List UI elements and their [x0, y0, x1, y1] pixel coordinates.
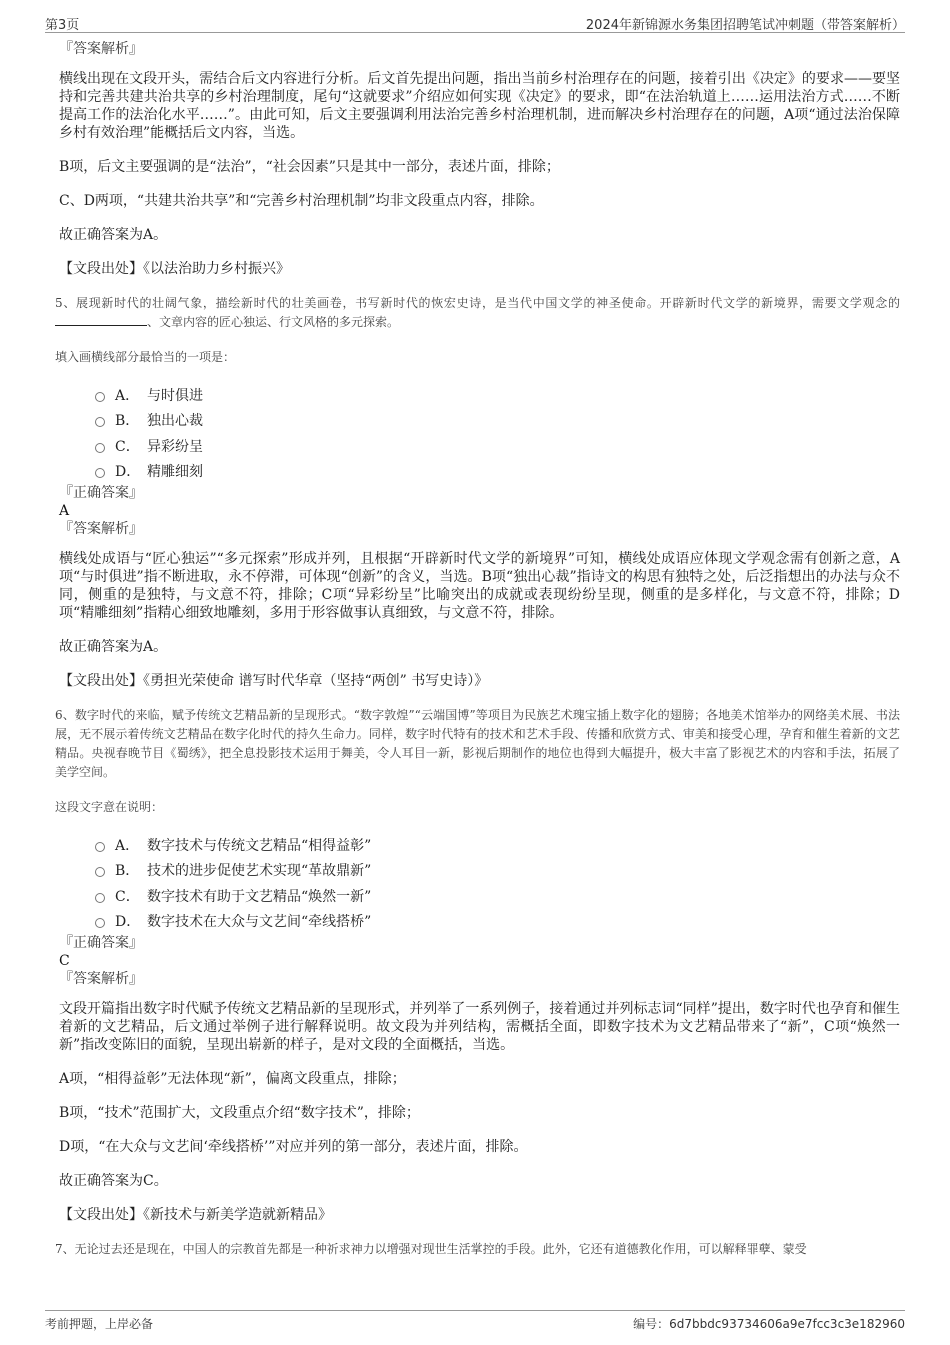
- analysis-paragraph: 横线出现在文段开头，需结合后文内容进行分析。后文首先提出问题，指出当前乡村治理存在的问题，接着引出《决定》的要求——要坚持和完善共建共治共享的乡村治理制度，尾句“这就要求”介绍应如何实现《决定》的要求，即“在法治轨道上……运用法治方式……不断提高工作的法治化水平……”。由此可知，后文主要强调利用法治完善乡村治理机制，进而解决乡村治理存在的问题，A项“通过法治保障乡村有效治理”能概括后文内容，当选。: [59, 71, 900, 141]
- page-header: [45, 10, 905, 33]
- question-5-text: 5、展现新时代的壮阔气象，描绘新时代的壮美画卷，书写新时代的恢宏史诗，是当代中国文学的神圣使命。开辟新时代文学的新境界，需要文学观念的、文章内容的匠心独运、行文风格的多元探索。: [55, 296, 900, 329]
- document-id: 编号：6d7bbdc93734606a9e7fcc3c3e182960: [633, 1317, 905, 1331]
- option-c[interactable]: C． 异彩纷呈: [95, 433, 900, 459]
- analysis-paragraph: 文段开篇指出数字时代赋予传统文艺精品新的呈现形式，并列举了一系列例子，接着通过并列标志词“同样”提出，数字时代也孕育和催生着新的文艺精品，后文通过举例子进行解释说明。故文段为并列结构，需概括全面，即数字技术为文艺精品带来了“新”，C项“焕然一新”指改变陈旧的面貌，呈现出崭新的样子，是对文段的全面概括，当选。: [59, 1001, 900, 1053]
- radio-button-icon[interactable]: [95, 468, 105, 478]
- question-5-prompt: 填入画横线部分最恰当的一项是：: [55, 350, 236, 364]
- option-a[interactable]: A． 与时俱进: [95, 382, 900, 408]
- radio-button-icon[interactable]: [95, 893, 105, 903]
- option-b[interactable]: B． 独出心裁: [95, 408, 900, 434]
- answer-blank: [55, 313, 147, 326]
- question-6-options: [95, 832, 900, 934]
- option-d[interactable]: D． 精雕细刻: [95, 459, 900, 485]
- analysis-paragraph: D项，“在大众与文艺间‘牵线搭桥’”对应并列的第一部分，表述片面，排除。: [59, 1139, 528, 1155]
- option-d[interactable]: D． 数字技术在大众与文艺间“牵线搭桥”: [95, 909, 900, 935]
- analysis-paragraph: 横线处成语与“匠心独运”“多元探索”形成并列，且根据“开辟新时代文学的新境界”可知，横线处成语应体现文学观念需有创新之意，A项“与时俱进”指不断进取，永不停滞，可体现“创新”的含义，当选。B项“独出心裁”指诗文的构思有独特之处，后泛指想出的办法与众不同，侧重的是独特，与文意不符，排除；C项“异彩纷呈”比喻突出的成就或表现纷纷呈现，侧重的是多样化，与文意不符，排除；D项“精雕细刻”指精心细致地雕刻，多用于形容做事认真细致，与文意不符，排除。: [59, 551, 900, 621]
- analysis-paragraph: B项，后文主要强调的是“法治”，“社会因素”只是其中一部分，表述片面，排除；: [59, 159, 560, 175]
- source-citation: 【文段出处】《新技术与新美学造就新精品》: [59, 1207, 332, 1223]
- final-answer-line: 故正确答案为A。: [59, 227, 168, 243]
- question-6-prompt: 这段文字意在说明：: [55, 800, 164, 814]
- option-c[interactable]: C． 数字技术有助于文艺精品“焕然一新”: [95, 883, 900, 909]
- source-citation: 【文段出处】《以法治助力乡村振兴》: [59, 261, 290, 277]
- question-7-text: 7、无论过去还是现在，中国人的宗教首先都是一种祈求神力以增强对现世生活掌控的手段。此外，它还有道德教化作用，可以解释罪孽、蒙受: [55, 1242, 807, 1256]
- final-answer-line: 故正确答案为C。: [59, 1173, 168, 1189]
- option-a[interactable]: A． 数字技术与传统文艺精品“相得益彰”: [95, 832, 900, 858]
- correct-answer-value: A: [59, 503, 70, 519]
- page-number: 第3页: [45, 18, 80, 33]
- analysis-label: 『答案解析』: [59, 41, 143, 57]
- radio-button-icon[interactable]: [95, 417, 105, 427]
- radio-button-icon[interactable]: [95, 867, 105, 877]
- option-b[interactable]: B． 技术的进步促使艺术实现“革故鼎新”: [95, 858, 900, 884]
- page-footer: [45, 1310, 905, 1331]
- analysis-paragraph: C、D两项，“共建共治共享”和“完善乡村治理机制”均非文段重点内容，排除。: [59, 193, 544, 209]
- analysis-label: 『答案解析』: [59, 521, 143, 537]
- correct-answer-value: C: [59, 953, 70, 969]
- final-answer-line: 故正确答案为A。: [59, 639, 168, 655]
- analysis-paragraph: A项，“相得益彰”无法体现“新”，偏离文段重点，排除；: [59, 1071, 406, 1087]
- question-6-text: 6、数字时代的来临，赋予传统文艺精品新的呈现形式。“数字敦煌”“云端国博”等项目为民族艺术瑰宝插上数字化的翅膀；各地美术馆举办的网络美术展、书法展，无不展示着传统文艺精品在数字化时代的持久生命力。同样，数字时代特有的技术和艺术手段、传播和欣赏方式、审美和接受心理，孕育和催生着新的文艺精品。央视春晚节目《蜀绣》，把全息投影技术运用于舞美，令人耳目一新，影视后期制作的地位也得到大幅提升，极大丰富了影视艺术的内容和手法，拓展了美学空间。: [55, 708, 900, 779]
- radio-button-icon[interactable]: [95, 842, 105, 852]
- correct-answer-label: 『正确答案』: [59, 935, 143, 951]
- correct-answer-label: 『正确答案』: [59, 485, 143, 501]
- radio-button-icon[interactable]: [95, 918, 105, 928]
- page-content: [55, 40, 900, 1259]
- radio-button-icon[interactable]: [95, 392, 105, 402]
- footer-slogan: 考前押题，上岸必备: [45, 1317, 154, 1331]
- analysis-paragraph: B项，“技术”范围扩大，文段重点介绍“数字技术”，排除；: [59, 1105, 420, 1121]
- source-citation: 【文段出处】《勇担光荣使命 谱写时代华章（坚持“两创” 书写史诗）》: [59, 673, 489, 689]
- analysis-label: 『答案解析』: [59, 971, 143, 987]
- document-title: 2024年新锦源水务集团招聘笔试冲刺题（带答案解析）: [585, 18, 905, 33]
- radio-button-icon[interactable]: [95, 443, 105, 453]
- question-5-options: [95, 382, 900, 484]
